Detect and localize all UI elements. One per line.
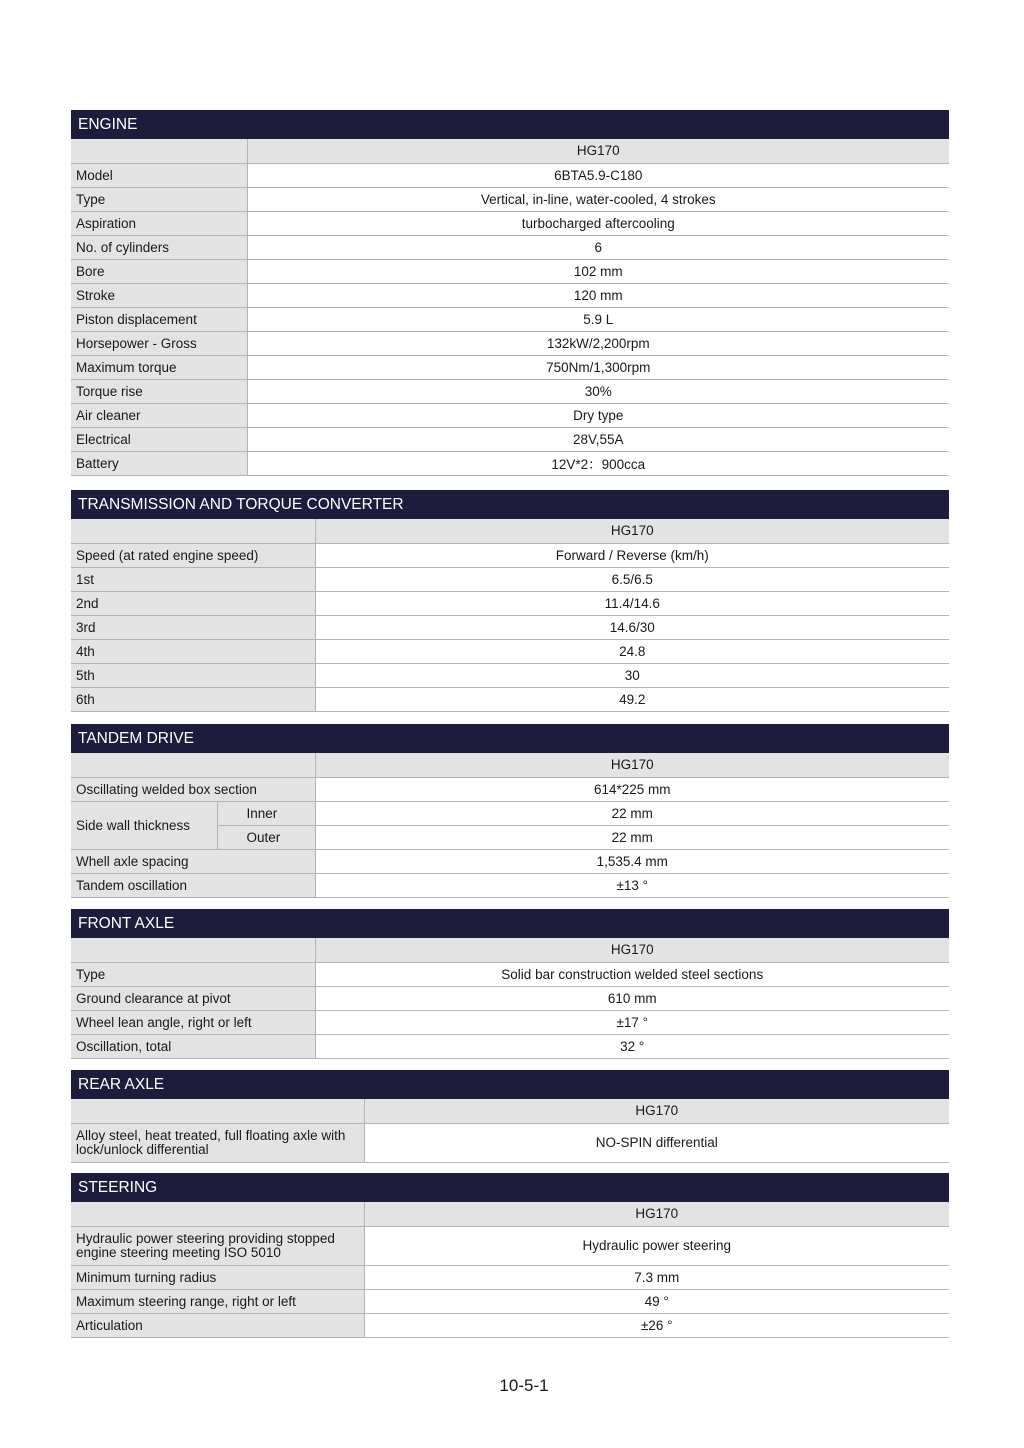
model-header: HG170	[364, 1099, 949, 1123]
row-label: Type	[71, 962, 315, 986]
row-value: 49 °	[364, 1289, 949, 1313]
row-value: 5.9 L	[247, 307, 949, 331]
table-row	[71, 543, 949, 567]
row-label: Electrical	[71, 427, 247, 451]
table-row	[71, 331, 949, 355]
row-value: 7.3 mm	[364, 1265, 949, 1289]
row-sublabel: Inner	[217, 801, 315, 825]
row-label: Oscillating welded box section	[71, 777, 315, 801]
row-value: 22 mm	[315, 825, 949, 849]
row-value: 750Nm/1,300rpm	[247, 355, 949, 379]
table-row	[71, 801, 949, 825]
table-row	[71, 427, 949, 451]
row-value: 6.5/6.5	[315, 567, 949, 591]
table-row	[71, 567, 949, 591]
row-label: Bore	[71, 259, 247, 283]
row-label-line: lock/unlock differential	[76, 1141, 209, 1157]
page-number: 10-5-1	[499, 1376, 549, 1395]
row-value: 22 mm	[315, 801, 949, 825]
table-row	[71, 1289, 949, 1313]
row-value: Hydraulic power steering	[364, 1226, 949, 1265]
row-value: 614*225 mm	[315, 777, 949, 801]
section-title: FRONT AXLE	[71, 909, 949, 938]
engine-section	[71, 110, 949, 476]
row-label	[71, 1123, 364, 1162]
table-row	[71, 663, 949, 687]
row-label: Horsepower - Gross	[71, 331, 247, 355]
row-value: 49.2	[315, 687, 949, 711]
row-value: Solid bar construction welded steel sections	[315, 962, 949, 986]
section-title: ENGINE	[71, 110, 949, 139]
table-row	[71, 591, 949, 615]
row-value: 120 mm	[247, 283, 949, 307]
row-label: Wheel lean angle, right or left	[71, 1010, 315, 1034]
transmission-table	[71, 519, 949, 712]
table-row	[71, 283, 949, 307]
table-header-row	[71, 1099, 949, 1123]
row-label: Minimum turning radius	[71, 1265, 364, 1289]
row-label: 4th	[71, 639, 315, 663]
row-value: 32 °	[315, 1034, 949, 1058]
table-row	[71, 849, 949, 873]
rear-axle-section	[71, 1070, 949, 1163]
row-label: Aspiration	[71, 211, 247, 235]
row-label: 1st	[71, 567, 315, 591]
row-label: Tandem oscillation	[71, 873, 315, 897]
row-label: Stroke	[71, 283, 247, 307]
table-row	[71, 962, 949, 986]
rear-axle-table	[71, 1099, 949, 1163]
row-value: ±26 °	[364, 1313, 949, 1337]
table-row	[71, 403, 949, 427]
row-value: 28V,55A	[247, 427, 949, 451]
row-value: 132kW/2,200rpm	[247, 331, 949, 355]
row-label: Model	[71, 163, 247, 187]
table-header-row	[71, 938, 949, 962]
transmission-section	[71, 490, 949, 712]
table-row	[71, 1265, 949, 1289]
table-row	[71, 777, 949, 801]
row-value: 102 mm	[247, 259, 949, 283]
section-title: STEERING	[71, 1173, 949, 1202]
table-row	[71, 235, 949, 259]
row-label: Articulation	[71, 1313, 364, 1337]
row-value: 610 mm	[315, 986, 949, 1010]
section-title: REAR AXLE	[71, 1070, 949, 1099]
table-row	[71, 451, 949, 475]
row-label	[71, 1226, 364, 1265]
table-row	[71, 873, 949, 897]
row-label: Oscillation, total	[71, 1034, 315, 1058]
row-label: Piston displacement	[71, 307, 247, 331]
row-label: Air cleaner	[71, 403, 247, 427]
row-value: Forward / Reverse (km/h)	[315, 543, 949, 567]
row-value: 11.4/14.6	[315, 591, 949, 615]
steering-section	[71, 1173, 949, 1338]
table-header-row	[71, 519, 949, 543]
table-row	[71, 1313, 949, 1337]
table-row	[71, 259, 949, 283]
table-row	[71, 187, 949, 211]
row-label: Type	[71, 187, 247, 211]
row-label-line: Hydraulic power steering providing stopped	[76, 1230, 335, 1246]
row-value: 14.6/30	[315, 615, 949, 639]
row-label: Maximum torque	[71, 355, 247, 379]
table-row	[71, 1226, 949, 1265]
row-value: ±17 °	[315, 1010, 949, 1034]
row-label: 2nd	[71, 591, 315, 615]
table-row	[71, 211, 949, 235]
row-value: 6	[247, 235, 949, 259]
row-sublabel: Outer	[217, 825, 315, 849]
row-label-line: engine steering meeting ISO 5010	[76, 1244, 281, 1260]
row-value: Vertical, in-line, water-cooled, 4 strokes	[247, 187, 949, 211]
table-header-row	[71, 753, 949, 777]
row-value: 6BTA5.9-C180	[247, 163, 949, 187]
row-value: Dry type	[247, 403, 949, 427]
front-axle-table	[71, 938, 949, 1059]
model-header: HG170	[247, 139, 949, 163]
table-row	[71, 355, 949, 379]
row-label: Battery	[71, 451, 247, 475]
steering-table	[71, 1202, 949, 1338]
row-value: turbocharged aftercooling	[247, 211, 949, 235]
model-header: HG170	[315, 938, 949, 962]
row-value: 30%	[247, 379, 949, 403]
row-label: No. of cylinders	[71, 235, 247, 259]
row-label: Speed (at rated engine speed)	[71, 543, 315, 567]
table-row	[71, 307, 949, 331]
row-label: Side wall thickness	[71, 801, 217, 849]
row-label: Whell axle spacing	[71, 849, 315, 873]
row-value: 30	[315, 663, 949, 687]
engine-table	[71, 139, 949, 476]
row-value: 1,535.4 mm	[315, 849, 949, 873]
tandem-drive-section	[71, 724, 949, 898]
row-label: Ground clearance at pivot	[71, 986, 315, 1010]
tandem-drive-table	[71, 753, 949, 898]
table-row	[71, 1010, 949, 1034]
section-title: TANDEM DRIVE	[71, 724, 949, 753]
row-label: 6th	[71, 687, 315, 711]
front-axle-section	[71, 909, 949, 1059]
model-header: HG170	[315, 519, 949, 543]
row-value: 12V*2：900cca	[247, 451, 949, 475]
row-label: 3rd	[71, 615, 315, 639]
row-value: ±13 °	[315, 873, 949, 897]
row-value: NO-SPIN differential	[364, 1123, 949, 1162]
table-row	[71, 615, 949, 639]
row-label: Maximum steering range, right or left	[71, 1289, 364, 1313]
table-row	[71, 986, 949, 1010]
table-row	[71, 163, 949, 187]
table-header-row	[71, 1202, 949, 1226]
row-label-line: Alloy steel, heat treated, full floating axle with	[76, 1127, 346, 1143]
table-row	[71, 639, 949, 663]
table-row	[71, 687, 949, 711]
table-row	[71, 1034, 949, 1058]
section-title: TRANSMISSION AND TORQUE CONVERTER	[71, 490, 949, 519]
model-header: HG170	[364, 1202, 949, 1226]
table-header-row	[71, 139, 949, 163]
row-label: Torque rise	[71, 379, 247, 403]
row-value: 24.8	[315, 639, 949, 663]
model-header: HG170	[315, 753, 949, 777]
table-row	[71, 379, 949, 403]
row-label: 5th	[71, 663, 315, 687]
table-row	[71, 1123, 949, 1162]
